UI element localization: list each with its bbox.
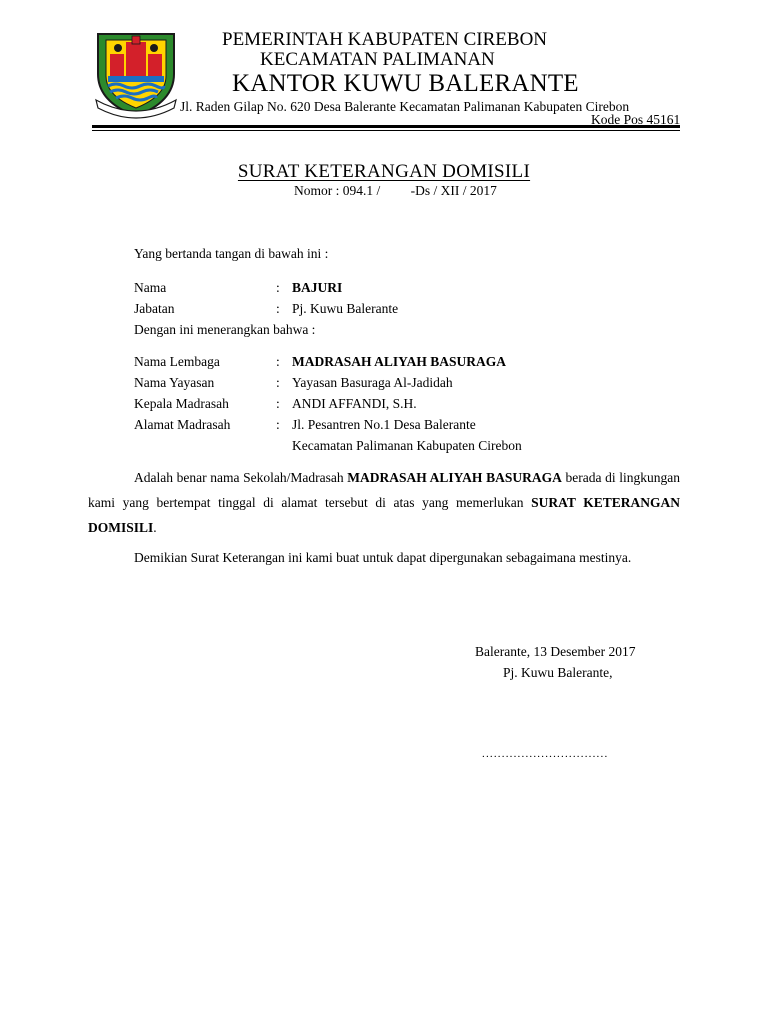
field-value: Jl. Pesantren No.1 Desa Balerante xyxy=(292,417,476,432)
subject-row-address xyxy=(134,417,680,437)
paragraph-text: Adalah benar nama Sekolah/Madrasah xyxy=(134,470,348,485)
document-number: Nomor : 094.1 / -Ds / XII / 2017 xyxy=(294,183,497,198)
field-value: Yayasan Basuraga Al-Jadidah xyxy=(292,375,453,390)
letterhead-office-name: KANTOR KUWU BALERANTE xyxy=(232,70,579,97)
document-title xyxy=(0,161,768,183)
subject-row-foundation xyxy=(134,375,680,395)
field-colon: : xyxy=(276,354,280,369)
subject-row-address-continued xyxy=(134,438,680,458)
field-label: Nama Lembaga xyxy=(134,354,220,369)
field-label: Nama Yayasan xyxy=(134,375,215,390)
signature-place-date: Balerante, 13 Desember 2017 xyxy=(475,644,636,659)
field-value: Pj. Kuwu Balerante xyxy=(292,301,399,316)
letterhead-thick-rule xyxy=(92,125,680,128)
subject-row-institution xyxy=(134,354,680,374)
letterhead-address: Jl. Raden Gilap No. 620 Desa Balerante Kecamatan Palimanan Kabupaten Cirebon xyxy=(180,99,630,114)
field-colon: : xyxy=(276,396,280,411)
paragraph-bold-document-type: SURAT KETERANGAN DOMISILI xyxy=(88,495,681,535)
letterhead-government-line: PEMERINTAH KABUPATEN CIREBON xyxy=(222,29,548,50)
statement-paragraph xyxy=(88,465,680,540)
field-colon: : xyxy=(276,301,280,316)
signature-position: Pj. Kuwu Balerante, xyxy=(503,665,613,680)
signer-row-name xyxy=(134,280,680,300)
field-label: Jabatan xyxy=(134,301,175,316)
field-label: Nama xyxy=(134,280,167,295)
closing-paragraph xyxy=(88,545,680,570)
field-value: MADRASAH ALIYAH BASURAGA xyxy=(292,354,507,369)
letterhead-postal-code: Kode Pos 45161 xyxy=(591,112,681,127)
subject-row-principal xyxy=(134,396,680,416)
field-label: Alamat Madrasah xyxy=(134,417,231,432)
field-value: Kecamatan Palimanan Kabupaten Cirebon xyxy=(292,438,522,453)
field-colon: : xyxy=(276,417,280,432)
field-value: ANDI AFFANDI, S.H. xyxy=(292,396,417,411)
field-colon: : xyxy=(276,280,280,295)
signature-blank-line: ................................ xyxy=(482,748,609,760)
paragraph-text: berada di lingkungan kami yang bertempat tinggal di alamat tersebut di atas yang memerlukan xyxy=(88,470,681,510)
document-title-text: SURAT KETERANGAN DOMISILI xyxy=(237,161,531,182)
field-colon: : xyxy=(276,375,280,390)
paragraph-bold-institution: MADRASAH ALIYAH BASURAGA xyxy=(347,470,562,485)
field-value: BAJURI xyxy=(292,280,343,295)
letterhead-thin-rule xyxy=(92,130,680,131)
closing-paragraph-text: Demikian Surat Keterangan ini kami buat untuk dapat dipergunakan sebagaimana mestinya. xyxy=(134,550,632,565)
paragraph-text: . xyxy=(153,520,157,535)
letterhead-district-line: KECAMATAN PALIMANAN xyxy=(260,49,495,70)
statement-intro: Dengan ini menerangkan bahwa : xyxy=(134,322,316,337)
regency-emblem-logo xyxy=(94,28,178,120)
field-label: Kepala Madrasah xyxy=(134,396,229,411)
signer-row-position xyxy=(134,301,680,321)
intro-text: Yang bertanda tangan di bawah ini : xyxy=(134,246,329,261)
